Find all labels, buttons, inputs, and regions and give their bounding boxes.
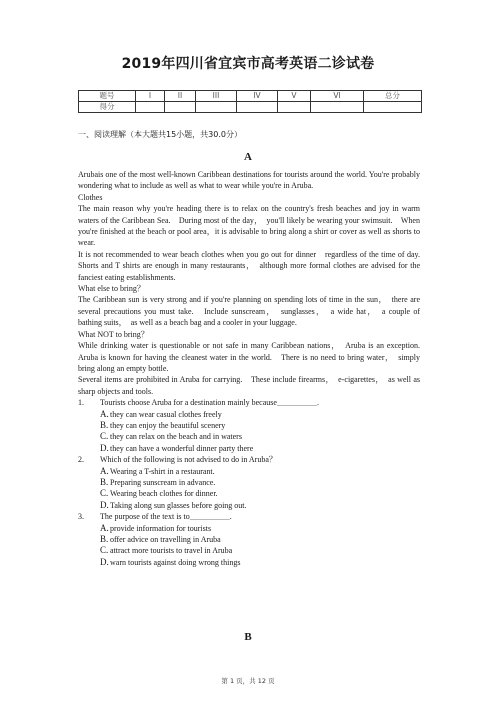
option[interactable] [78,477,420,488]
option-text: they can enjoy the beautiful scenery [110,420,226,430]
score-table-header-row [79,91,422,102]
score-cell: I [136,91,165,102]
option-text: Taking along sun glasses before going out. [110,500,247,510]
option-text: warn tourists against doing wrong things [110,557,241,567]
score-cell: 总分 [364,91,422,102]
option-text: provide information for tourists [110,523,212,533]
passage-a-body [78,169,428,568]
passage-letter-b: B [244,631,252,643]
paragraph: Arubais one of the most well-known Caribbean destinations for tourists around the world. You're probably wondering what to include as well as what to wear while you're in Aruba. [78,170,420,191]
question-stem: Which of the following is not advised to do in Aruba？ [100,455,277,465]
option-text: Wearing a T-shirt in a restaurant. [110,466,215,476]
question-stem: The purpose of the text is to＿＿＿＿＿. [100,512,232,522]
option[interactable] [78,545,420,556]
option-letter: A. [100,408,109,419]
option-text: Preparing sunscream in advance. [110,477,216,487]
option-letter: D. [100,442,109,453]
option[interactable] [78,466,420,477]
option[interactable] [78,523,420,534]
paragraph: It is not recommended to wear beach clothes when you go out for dinner regardless of the time of day. Shorts and T shirts are enough in many restaurants， although more formal clothes are advised for the fanciest eating establishments. [78,249,428,282]
document-title: 2019年四川省宜宾市高考英语二诊试卷 [121,56,375,72]
option[interactable] [78,431,420,442]
paragraph: While drinking water is questionable or not safe in many Caribbean nations， Aruba is an exception. Aruba is known for having the cleanest water in the world. There is no need to bring water， simply bring along an empty bottle. [78,341,428,373]
option-letter: C. [100,545,109,556]
option-letter: D. [100,499,109,510]
option-letter: A. [100,465,109,476]
question-stem: Tourists choose Aruba for a destination mainly because＿＿＿＿＿. [100,398,319,408]
score-cell [364,102,422,113]
option[interactable] [78,443,420,454]
option-text: they can have a wonderful dinner party there [110,443,254,453]
option[interactable] [78,420,420,431]
option-letter: C. [100,431,109,442]
score-table [78,90,422,113]
paragraph: What NOT to bring？ [78,329,149,339]
option[interactable] [78,557,420,568]
paragraph: What else to bring？ [78,284,145,294]
score-cell: VI [311,91,364,102]
score-table-score-row [79,102,422,113]
score-cell: II [165,91,196,102]
section-heading: 一、阅读理解（本大题共15小题，共30.0分） [78,130,242,139]
option-text: they can wear casual clothes freely [110,409,222,419]
score-cell [278,102,311,113]
option[interactable] [78,488,420,499]
score-cell [237,102,278,113]
paragraph: The Caribbean sun is very strong and if you're planning on spending lots of time in the sun， there are several precautions you must take. Include sunscream， sunglasses， a wide hat， a couple of bathing suits， as well as a beach bag and a cooler in your luggage. [78,295,420,328]
option[interactable] [78,409,420,420]
option[interactable] [78,534,420,545]
score-cell [196,102,237,113]
option-text: attract more tourists to travel in Aruba [110,546,233,556]
question-number: 3. [78,512,84,522]
option-text: Wearing beach clothes for dinner. [110,489,218,499]
question-2 [78,454,420,511]
option-letter: B. [100,534,109,544]
option-letter: B. [100,476,109,487]
option[interactable] [78,500,420,511]
option-letter: B. [100,419,109,430]
question-1 [78,397,420,454]
option-letter: A. [100,522,109,533]
paragraph: Several items are prohibited in Aruba for carrying. These include firearms， e-cigarettes， as well as sharp objects and tools. [78,375,420,396]
score-cell: IV [237,91,278,102]
score-cell: V [278,91,311,102]
page-footer: 第 1 页，共 12 页 [221,677,275,685]
score-cell: III [196,91,237,102]
option-letter: C. [100,488,109,499]
score-cell [165,102,196,113]
score-cell: 题号 [79,91,136,102]
score-cell: 得分 [79,102,136,113]
option-letter: D. [100,556,109,567]
paragraph: The main reason why you're heading there is to relax on the country's fresh beaches and joy in warm waters of the Caribbean Sea. During most of the day， you'll likely be wearing your swimsuit. When you're finished at the beach or pool area，it is advisable to bring along a shirt or cover as well as shorts to wear. [78,204,420,248]
option-text: offer advice on travelling in Aruba [110,535,221,544]
question-number: 1. [78,398,84,408]
paragraph: Clothes [78,192,103,202]
option-text: they can relax on the beach and in waters [110,432,242,442]
score-cell [136,102,165,113]
score-cell [311,102,364,113]
question-3 [78,511,420,568]
passage-letter-a: A [244,151,252,163]
question-number: 2. [78,455,84,465]
